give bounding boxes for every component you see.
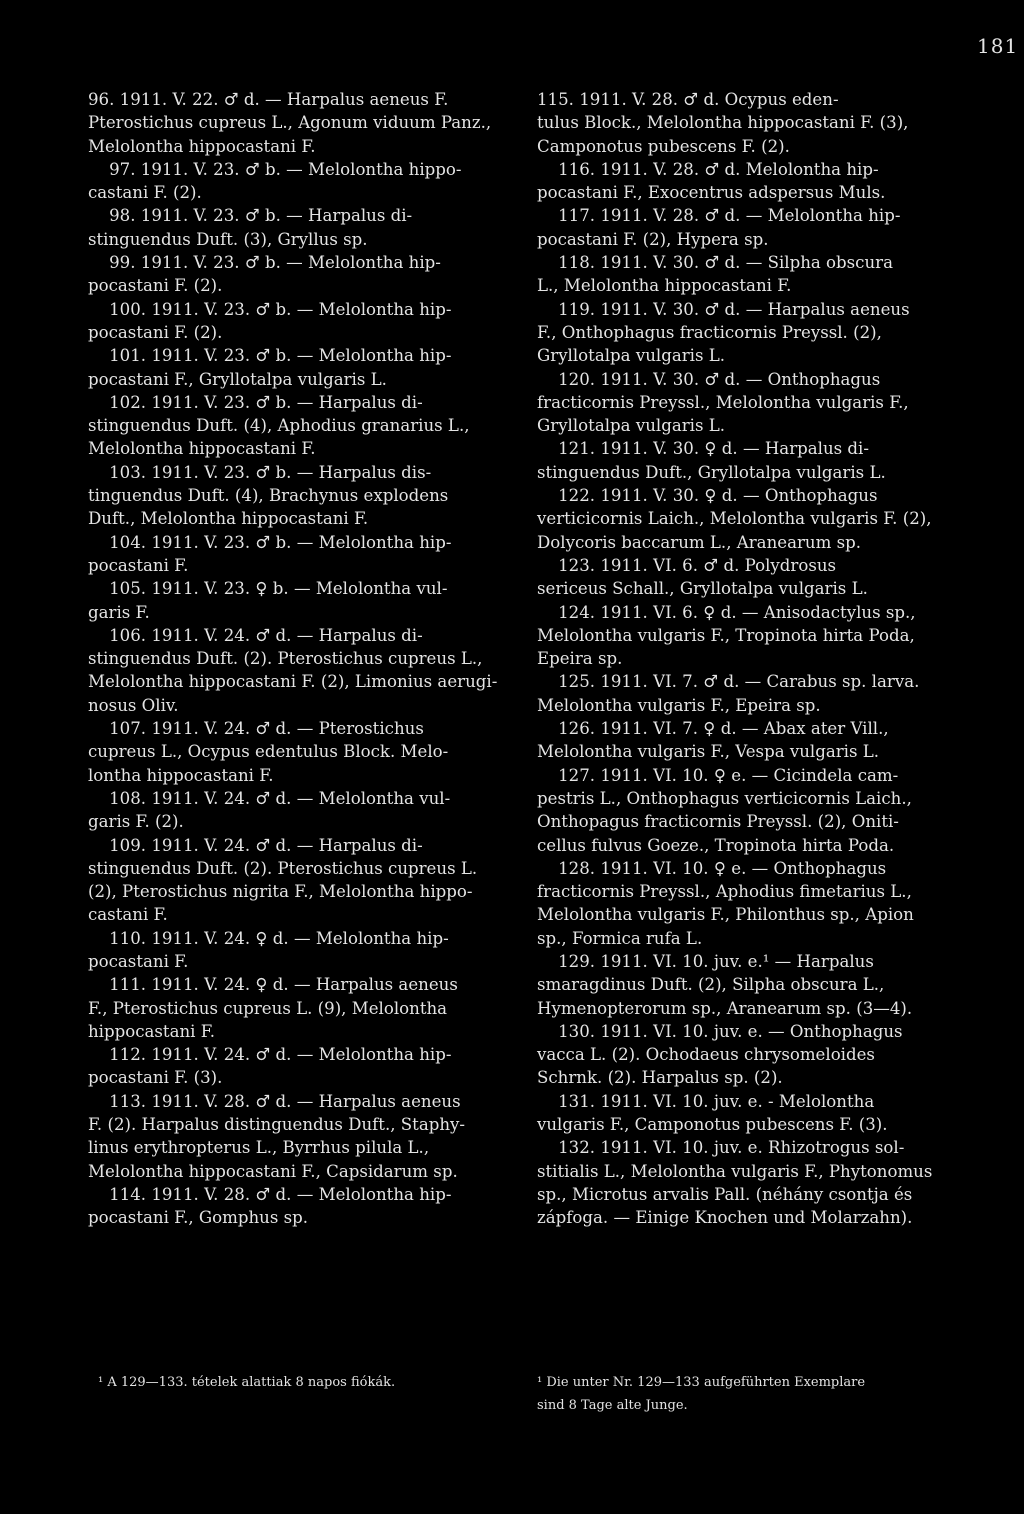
text-line: 108. 1911. V. 24. ♂ d. — Melolontha vul- [88,788,451,808]
text-line: pocastani F., Gryllotalpa vulgaris L. [88,369,387,389]
text-line: nosus Oliv. [88,695,179,715]
text-line: 131. 1911. VI. 10. juv. e. - Melolontha [537,1091,875,1111]
text-line: 127. 1911. VI. 10. ♀ e. — Cicindela cam- [537,765,899,785]
text-line: 123. 1911. VI. 6. ♂ d. Polydrosus [537,555,837,575]
text-line: Melolontha vulgaris F., Epeira sp. [537,695,821,715]
text-line: Melolontha hippocastani F., Capsidarum sp. [88,1161,458,1181]
text-line: 118. 1911. V. 30. ♂ d. — Silpha obscura [537,253,893,273]
text-line: vacca L. (2). Ochodaeus chrysomeloides [537,1045,875,1065]
text-line: fracticornis Preyssl., Aphodius fimetarius L., [537,882,912,902]
text-line: 116. 1911. V. 28. ♂ d. Melolontha hip- [537,159,879,179]
text-line: 130. 1911. VI. 10. juv. e. — Onthophagus [537,1021,903,1041]
text-line: 96. 1911. V. 22. ♂ d. — Harpalus aeneus F. [88,90,449,109]
text-line: linus erythropterus L., Byrrhus pilula L., [88,1138,430,1158]
text-line: verticicornis Laich., Melolontha vulgaris F. (2), [537,509,932,529]
text-line: sp., Formica rufa L. [537,928,703,948]
text-line: 129. 1911. VI. 10. juv. e.¹ — Harpalus [537,951,874,971]
text-line: F., Onthophagus fracticornis Preyssl. (2), [537,322,882,342]
text-line: Melolontha vulgaris F., Tropinota hirta Poda, [537,625,915,645]
text-line: Hymenopterorum sp., Aranearum sp. (3—4). [537,998,913,1018]
footnote-german [537,1373,937,1420]
text-line: stinguendus Duft. (3), Gryllus sp. [88,229,368,249]
text-line: pocastani F. (3). [88,1068,223,1088]
text-line: lontha hippocastani F. [88,765,274,785]
text-line: F. (2). Harpalus distinguendus Duft., Staphy- [88,1115,465,1135]
text-line: pocastani F. [88,951,189,971]
text-line: smaragdinus Duft. (2), Silpha obscura L., [537,975,885,995]
text-line: Melolontha hippocastani F. [88,136,316,156]
text-line: sericeus Schall., Gryllotalpa vulgaris L. [537,579,868,599]
text-line: pocastani F. (2). [88,322,223,342]
text-line: 100. 1911. V. 23. ♂ b. — Melolontha hip- [88,299,452,319]
text-line: 132. 1911. VI. 10. juv. e. Rhizotrogus sol- [537,1138,905,1158]
text-line: Camponotus pubescens F. (2). [537,136,790,156]
text-line: 126. 1911. VI. 7. ♀ d. — Abax ater Vill., [537,719,889,739]
text-line: Gryllotalpa vulgaris L. [537,346,726,366]
text-line: 117. 1911. V. 28. ♂ d. — Melolontha hip- [537,206,901,226]
text-line: tulus Block., Melolontha hippocastani F. (3), [537,113,909,133]
footnote-hungarian [98,1373,478,1396]
text-line: 104. 1911. V. 23. ♂ b. — Melolontha hip- [88,532,452,552]
text-line: 119. 1911. V. 30. ♂ d. — Harpalus aeneus [537,299,910,319]
text-line: vulgaris F., Camponotus pubescens F. (3). [537,1115,888,1135]
text-line: Dolycoris baccarum L., Aranearum sp. [537,532,862,552]
text-line: stinguendus Duft. (2). Pterostichus cupreus L., [88,649,483,669]
text-line: pocastani F. [88,555,189,575]
text-line: 121. 1911. V. 30. ♀ d. — Harpalus di- [537,439,869,459]
text-line: 97. 1911. V. 23. ♂ b. — Melolontha hippo- [88,159,462,179]
text-line: 124. 1911. VI. 6. ♀ d. — Anisodactylus sp., [537,602,916,622]
text-line: 114. 1911. V. 28. ♂ d. — Melolontha hip- [88,1184,452,1204]
text-line: 103. 1911. V. 23. ♂ b. — Harpalus dis- [88,462,432,482]
text-line: 113. 1911. V. 28. ♂ d. — Harpalus aeneus [88,1091,461,1111]
left-column [88,88,498,1230]
text-line: Pterostichus cupreus L., Agonum viduum Panz., [88,113,492,133]
text-line: 106. 1911. V. 24. ♂ d. — Harpalus di- [88,625,423,645]
text-line: 109. 1911. V. 24. ♂ d. — Harpalus di- [88,835,423,855]
text-line: Epeira sp. [537,649,623,669]
text-line: stinguendus Duft. (4), Aphodius granarius L., [88,416,470,436]
text-line: 99. 1911. V. 23. ♂ b. — Melolontha hip- [88,253,441,273]
text-line: 102. 1911. V. 23. ♂ b. — Harpalus di- [88,392,423,412]
footnote-line: ¹ Die unter Nr. 129—133 aufgeführten Exemplare [537,1375,866,1390]
text-line: pocastani F., Exocentrus adspersus Muls. [537,183,886,203]
text-line: cellus fulvus Goeze., Tropinota hirta Poda. [537,835,895,855]
text-line: sp., Microtus arvalis Pall. (néhány csontja és [537,1184,913,1204]
text-line: pestris L., Onthophagus verticicornis Laich., [537,788,912,808]
text-line: 101. 1911. V. 23. ♂ b. — Melolontha hip- [88,346,452,366]
text-line: 112. 1911. V. 24. ♂ d. — Melolontha hip- [88,1045,452,1065]
text-line: Melolontha hippocastani F. [88,439,316,459]
text-line: pocastani F. (2). [88,276,223,296]
text-line: 120. 1911. V. 30. ♂ d. — Onthophagus [537,369,881,389]
text-line: 107. 1911. V. 24. ♂ d. — Pterostichus [88,719,424,739]
text-line: pocastani F. (2), Hypera sp. [537,229,769,249]
text-line: Melolontha vulgaris F., Vespa vulgaris L. [537,742,880,762]
text-line: stitialis L., Melolontha vulgaris F., Phytonomus [537,1161,933,1181]
text-line: 98. 1911. V. 23. ♂ b. — Harpalus di- [88,206,413,226]
text-line: garis F. [88,602,150,622]
text-line: stinguendus Duft. (2). Pterostichus cupreus L. [88,858,478,878]
text-line: hippocastani F. [88,1021,215,1041]
text-line: 111. 1911. V. 24. ♀ d. — Harpalus aeneus [88,975,458,995]
text-line: Melolontha hippocastani F. (2), Limonius aerugi- [88,672,498,692]
text-line: cupreus L., Ocypus edentulus Block. Melo- [88,742,449,762]
text-line: 105. 1911. V. 23. ♀ b. — Melolontha vul- [88,579,448,599]
text-line: Onthopagus fracticornis Preyssl. (2), Oniti- [537,812,899,832]
text-line: tinguendus Duft. (4), Brachynus explodens [88,486,449,506]
footnote-line: sind 8 Tage alte Junge. [537,1398,688,1414]
text-line: castani F. (2). [88,183,202,203]
text-line: zápfoga. — Einige Knochen und Molarzahn). [537,1208,913,1228]
text-line: Melolontha vulgaris F., Philonthus sp., Apion [537,905,914,925]
text-line: 125. 1911. VI. 7. ♂ d. — Carabus sp. larva. [537,672,920,692]
text-line: Gryllotalpa vulgaris L. [537,416,726,436]
text-line: (2), Pterostichus nigrita F., Melolontha hippo- [88,882,473,902]
text-line: stinguendus Duft., Gryllotalpa vulgaris L. [537,462,886,482]
text-line: garis F. (2). [88,812,184,832]
right-column [537,88,937,1230]
text-line: F., Pterostichus cupreus L. (9), Melolontha [88,998,448,1018]
text-line: 128. 1911. VI. 10. ♀ e. — Onthophagus [537,858,887,878]
text-line: pocastani F., Gomphus sp. [88,1208,309,1228]
text-line: Duft., Melolontha hippocastani F. [88,509,369,529]
footnote-line: ¹ A 129—133. tételek alattiak 8 napos fiókák. [98,1375,396,1390]
text-line: 115. 1911. V. 28. ♂ d. Ocypus eden- [537,90,839,109]
text-line: 122. 1911. V. 30. ♀ d. — Onthophagus [537,486,878,506]
text-line: 110. 1911. V. 24. ♀ d. — Melolontha hip- [88,928,449,948]
text-line: castani F. [88,905,168,925]
page-number: 181 [977,34,1019,58]
text-line: Schrnk. (2). Harpalus sp. (2). [537,1068,783,1088]
text-line: L., Melolontha hippocastani F. [537,276,792,296]
text-line: fracticornis Preyssl., Melolontha vulgaris F., [537,392,909,412]
